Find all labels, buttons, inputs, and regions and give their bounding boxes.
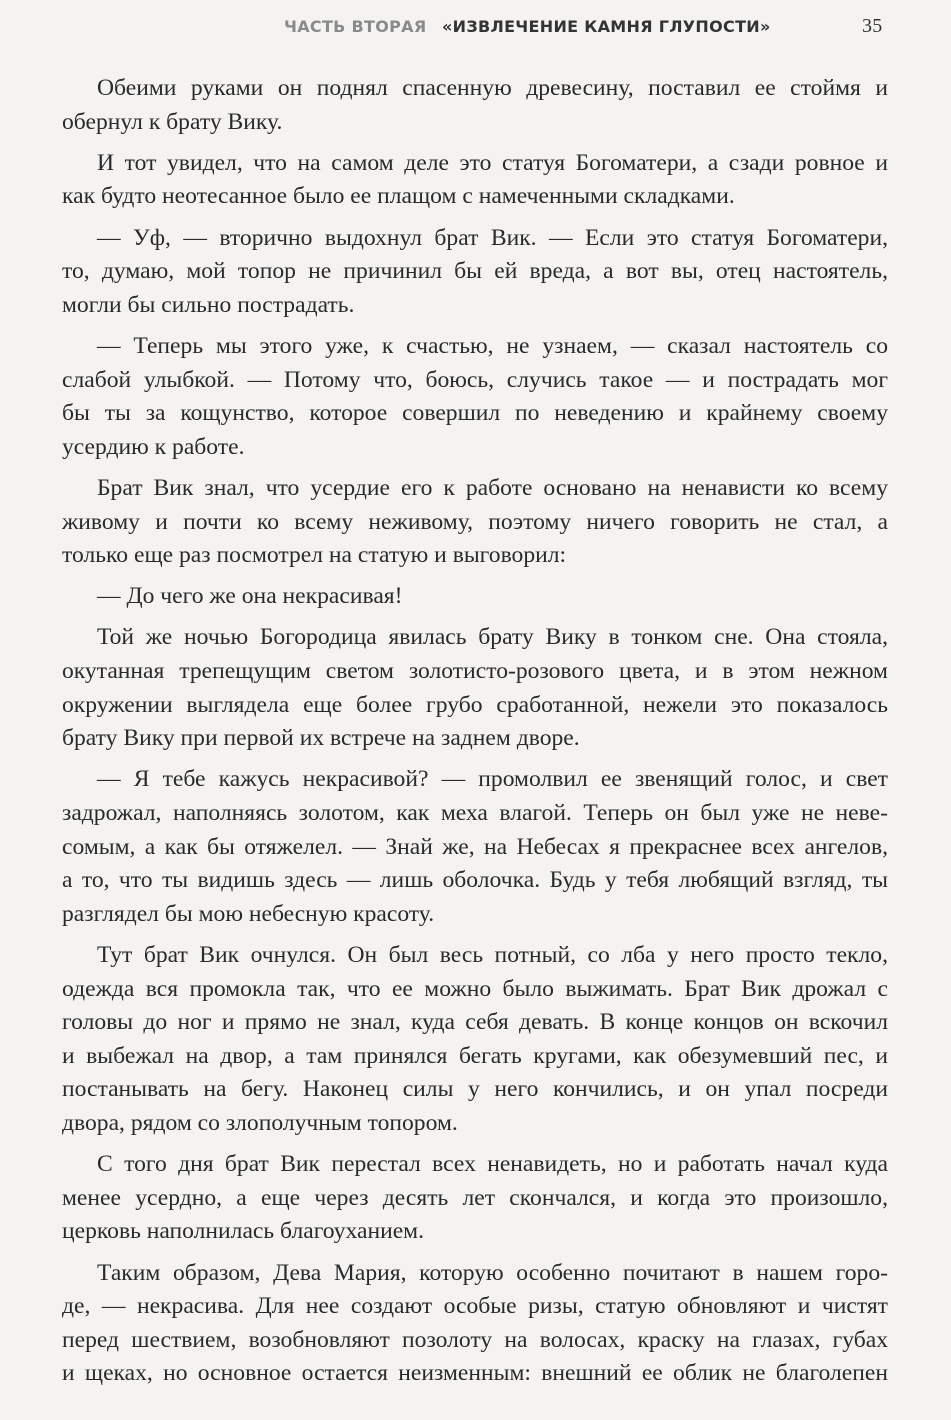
paragraph [62,621,888,755]
paragraph [62,580,888,614]
text-line: перед шествием, возобновляют позолоту на волосах, краску на глазах, губах [62,1326,888,1353]
text-line: могли бы сильно пострадать. [62,291,355,318]
text-line: бы ты за кощунство, которое совершил по неведению и крайнему своему [62,400,888,427]
page-body-text [62,72,888,1399]
paragraph [62,147,888,214]
paragraph [62,330,888,464]
text-line: Обеими руками он поднял спасенную древесину, поставил ее стоймя и [97,75,888,101]
paragraph [62,763,888,931]
text-line: обернул к брату Вику. [62,108,283,135]
text-line: — Теперь мы этого уже, к счастью, не узнаем, — сказал настоятель со [97,332,888,359]
paragraph [62,939,888,1141]
text-line: постанывать на бегу. Наконец силы у него кончились, и он упал посреди [62,1076,888,1103]
text-line: усердию к работе. [62,433,245,460]
paragraph [62,72,888,139]
text-line: живому и почти ко всему неживому, поэтому ничего говорить не стал, а [62,508,888,535]
text-line: Таким образом, Дева Мария, которую особенно почитают в нашем горо- [97,1259,888,1286]
text-line: Тут брат Вик очнулся. Он был весь потный, со лба у него просто текло, [97,942,888,968]
text-line: двора, рядом со злополучным топором. [62,1109,458,1136]
chapter-title: «ИЗВЛЕЧЕНИЕ КАМНЯ ГЛУПОСТИ» [442,17,771,36]
text-line: И тот увидел, что на самом деле это статуя Богоматери, а сзади ровное и [97,149,888,176]
paragraph [62,222,888,323]
text-line: окутанная трепещущим светом золотисто-розового цвета, и в этом нежном [62,658,888,685]
text-line: а то, что ты видишь здесь — лишь оболочка. Будь у тебя любящий взгляд, ты [62,867,888,894]
text-line: разглядел бы мою небесную красоту. [62,900,435,927]
text-line: и щеках, но основное остается неизменным: внешний ее облик не благолепен [62,1360,888,1387]
text-line: церковь наполнилась благоуханием. [62,1218,425,1245]
text-line: одежда вся промокла так, что ее можно было выжимать. Брат Вик дрожал с [62,975,888,1002]
text-line: слабой улыбкой. — Потому что, боюсь, случись такое — и пострадать мог [62,366,888,393]
text-line: головы до ног и прямо не знал, куда себя девать. В конце концов он вскочил [62,1009,888,1036]
text-line: брату Вику при первой их встрече на заднем дворе. [62,725,580,752]
text-line: только еще раз посмотрел на статую и выговорил: [62,542,567,569]
running-header [284,15,883,37]
page-number: 35 [862,15,883,37]
text-line: С того дня брат Вик перестал всех ненавидеть, но и работать начал куда [97,1151,888,1178]
text-line: как будто неотесанное было ее плащом с намеченными складками. [62,183,735,210]
part-label: ЧАСТЬ ВТОРАЯ [284,17,427,36]
text-line: — Уф, — вторично выдохнул брат Вик. — Если это статуя Богоматери, [97,224,888,251]
text-line: де, — некрасива. Для нее создают особые ризы, статую обновляют и чистят [62,1293,888,1320]
paragraph [62,472,888,573]
text-line: Брат Вик знал, что усердие его к работе основано на ненависти ко всему [97,474,888,501]
text-line: сомым, а как бы отяжелел. — Знай же, на Небесах я прекраснее всех ангелов, [62,833,888,860]
text-line: менее усердно, а еще через десять лет скончался, и когда это произошло, [62,1184,888,1211]
text-line: — Я тебе кажусь некрасивой? — промолвил ее звенящий голос, и свет [97,766,888,793]
text-line: — До чего же она некрасивая! [97,583,403,610]
text-line: задрожал, наполняясь золотом, как меха влагой. Теперь он был уже не неве- [62,800,888,827]
text-line: Той же ночью Богородица явилась брату Вику в тонком сне. Она стояла, [97,624,888,651]
text-line: и выбежал на двор, а там принялся бегать кругами, как обезумевший пес, и [62,1042,888,1069]
text-line: то, думаю, мой топор не причинил бы ей вреда, а вот вы, отец настоятель, [62,258,888,285]
text-line: окружении выглядела еще более грубо сработанной, нежели это показалось [62,691,888,718]
paragraph [62,1257,888,1391]
paragraph [62,1148,888,1249]
